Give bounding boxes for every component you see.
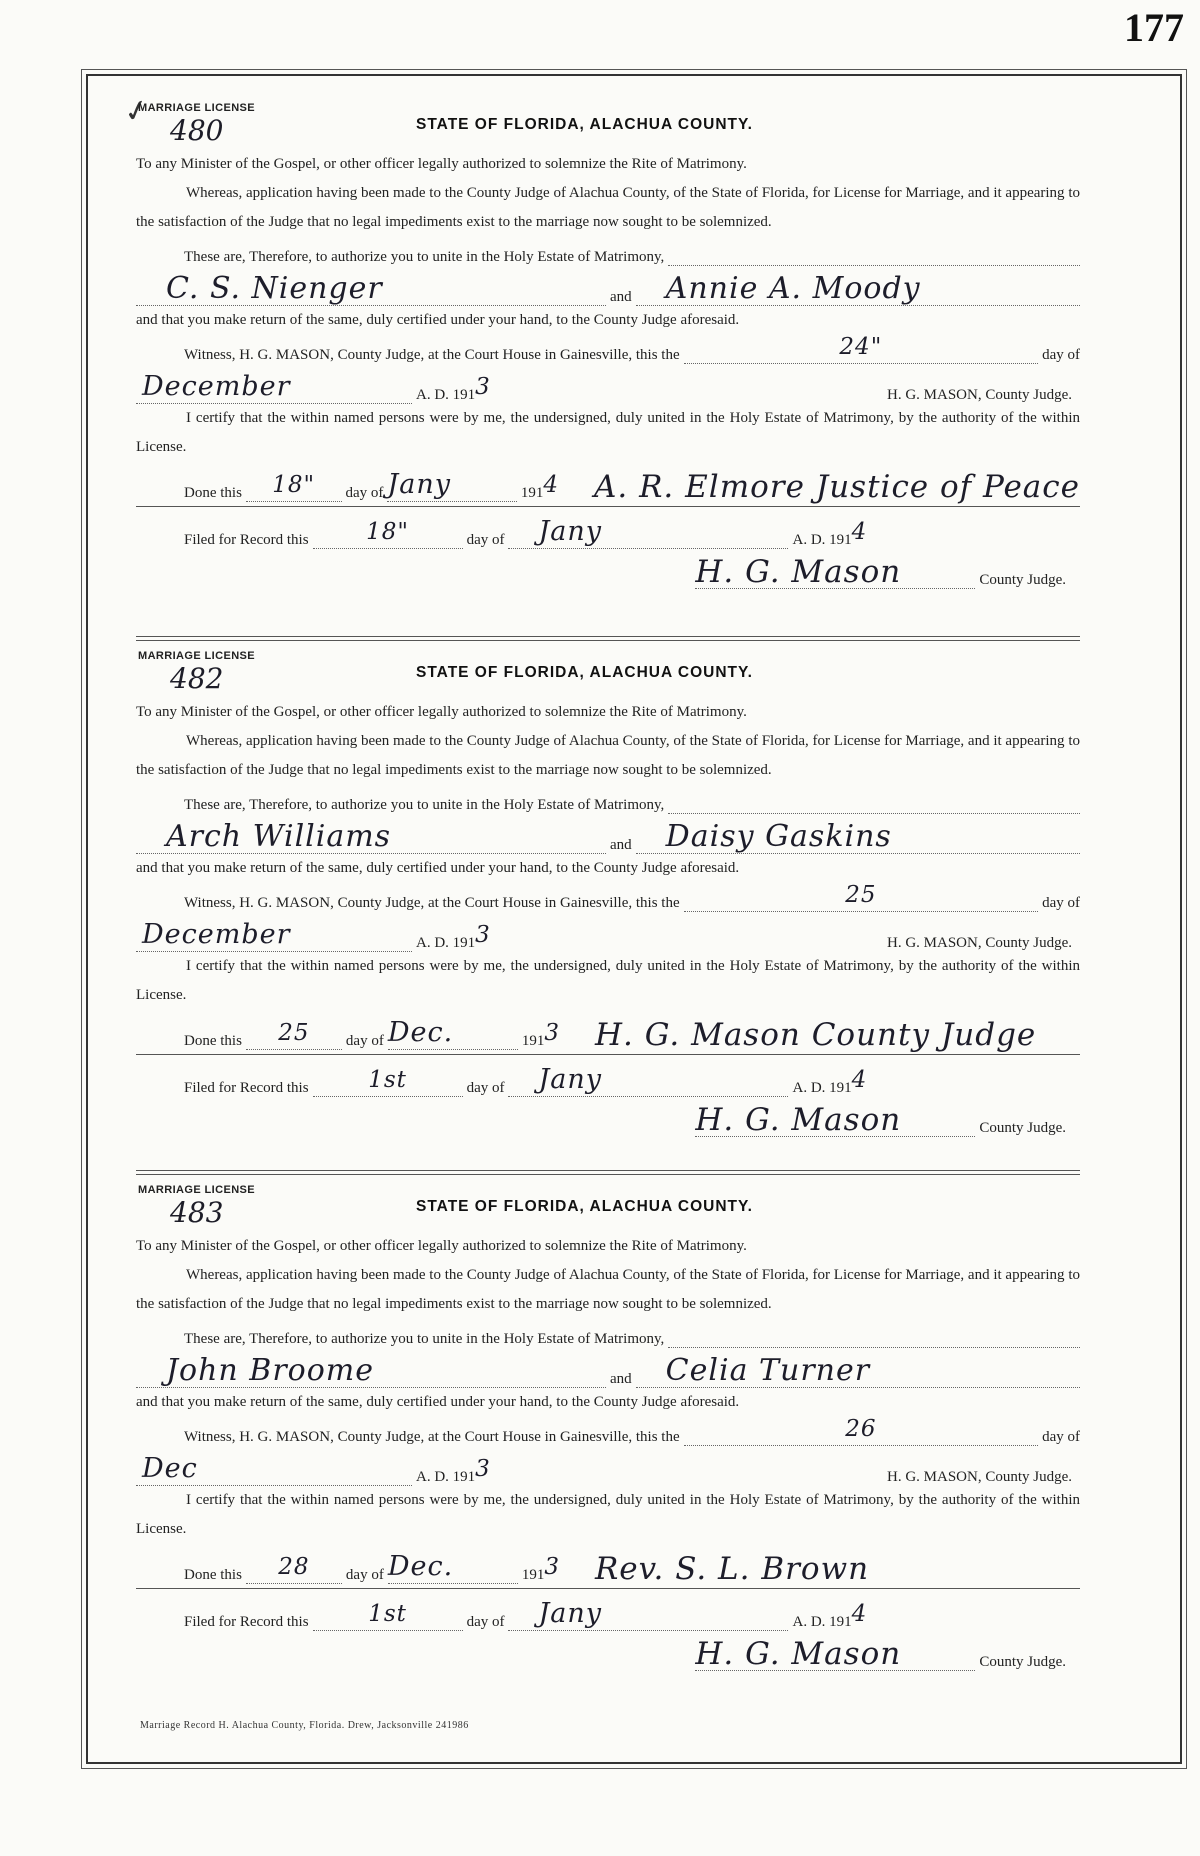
issue-month: December bbox=[142, 919, 291, 950]
done-day: 25 bbox=[278, 1020, 310, 1046]
certify-paragraph: I certify that the within named persons were by me, the undersigned, duly united in the Holy Estate of Matrimony, by the authority of the within License. bbox=[136, 1492, 1080, 1537]
license-482 bbox=[136, 650, 1080, 1137]
address-line: To any Minister of the Gospel, or other officer legally authorized to solemnize the Rite of Matrimony. bbox=[136, 1238, 747, 1254]
bride-name: Annie A. Moody bbox=[665, 271, 921, 306]
done-month-field bbox=[387, 470, 516, 502]
issue-date-line bbox=[136, 1446, 1080, 1486]
county-judge-text: County Judge. bbox=[979, 1120, 1066, 1136]
done-line bbox=[136, 1010, 1080, 1053]
done-month-field bbox=[388, 1018, 518, 1050]
issue-day-field bbox=[684, 1414, 1038, 1446]
filed-year-digit: 4 bbox=[851, 519, 867, 545]
issue-date-line bbox=[136, 912, 1080, 952]
bride-name-field bbox=[636, 819, 1080, 854]
done-day-field bbox=[246, 470, 342, 502]
done-day-field bbox=[246, 1552, 342, 1584]
filed-day-of-text: day of bbox=[466, 532, 505, 548]
clerk-signature-field bbox=[695, 1636, 975, 1672]
license-number: 482 bbox=[170, 662, 224, 695]
issue-day: 24" bbox=[839, 334, 883, 360]
done-month: Dec. bbox=[387, 1017, 454, 1048]
county-judge-text: County Judge. bbox=[979, 1654, 1066, 1670]
issue-day: 26 bbox=[845, 1416, 877, 1442]
done-year-prefix: 191 bbox=[521, 1567, 545, 1583]
witness-line bbox=[136, 335, 1080, 364]
done-month: Jany bbox=[387, 469, 451, 500]
return-line: and that you make return of the same, duly certified under your hand, to the County Judge aforesaid. bbox=[136, 312, 740, 328]
done-year-digit: 3 bbox=[544, 1020, 559, 1046]
filed-ad-text: A. D. 191 bbox=[792, 1614, 852, 1630]
officiant-signature: A. R. Elmore Justice of Peace bbox=[594, 469, 1080, 505]
filed-day: 18" bbox=[366, 519, 409, 545]
parties-line bbox=[136, 814, 1080, 854]
issue-year-digit: 3 bbox=[475, 1456, 490, 1482]
filed-text: Filed for Record this bbox=[184, 1614, 309, 1630]
section-rule bbox=[136, 1588, 1080, 1589]
license-label: MARRIAGE LICENSE bbox=[138, 102, 256, 114]
clerk-signature-field bbox=[695, 554, 975, 590]
check-mark-icon: ✓ bbox=[120, 92, 153, 131]
license-header bbox=[136, 102, 1080, 150]
day-of-text: day of bbox=[1042, 347, 1080, 363]
clerk-line bbox=[136, 1097, 1080, 1137]
issue-month: December bbox=[142, 371, 291, 402]
issue-month-field bbox=[136, 372, 412, 404]
clerk-signature-field bbox=[695, 1102, 975, 1138]
clerk-signature: H. G. Mason bbox=[695, 554, 902, 590]
and-text: and bbox=[610, 289, 632, 305]
bride-name-field bbox=[636, 271, 1080, 306]
clerk-signature: H. G. Mason bbox=[695, 1102, 902, 1138]
authorize-text: These are, Therefore, to authorize you to unite in the Holy Estate of Matrimony, bbox=[184, 797, 665, 813]
authorize-fill bbox=[668, 264, 1080, 266]
filed-month: Jany bbox=[538, 1598, 603, 1629]
done-line bbox=[136, 462, 1080, 505]
authorize-line bbox=[136, 785, 1080, 814]
authorize-fill bbox=[668, 812, 1080, 814]
filed-day-field bbox=[313, 517, 463, 549]
issue-day: 25 bbox=[845, 882, 877, 908]
return-line: and that you make return of the same, duly certified under your hand, to the County Judge aforesaid. bbox=[136, 860, 740, 876]
return-line: and that you make return of the same, duly certified under your hand, to the County Judge aforesaid. bbox=[136, 1394, 740, 1410]
judge-title: H. G. MASON, County Judge. bbox=[886, 935, 1072, 951]
done-day-of-text: day of bbox=[345, 485, 384, 501]
license-header bbox=[136, 650, 1080, 698]
filed-ad-text: A. D. 191 bbox=[792, 532, 852, 548]
done-year-prefix: 191 bbox=[520, 485, 544, 501]
done-day: 28 bbox=[278, 1554, 310, 1580]
done-day-field bbox=[246, 1018, 342, 1050]
day-of-text: day of bbox=[1042, 1429, 1080, 1445]
state-heading: STATE OF FLORIDA, ALACHUA COUNTY. bbox=[416, 1198, 753, 1215]
certify-paragraph: I certify that the within named persons were by me, the undersigned, duly united in the Holy Estate of Matrimony, by the authority of the within License. bbox=[136, 410, 1080, 455]
authorize-line bbox=[136, 1319, 1080, 1348]
groom-name-field bbox=[136, 819, 606, 854]
filed-line bbox=[136, 1591, 1080, 1631]
authorize-fill bbox=[668, 1346, 1080, 1348]
groom-name: John Broome bbox=[166, 1353, 374, 1388]
done-day-of-text: day of bbox=[345, 1033, 384, 1049]
filed-text: Filed for Record this bbox=[184, 532, 309, 548]
whereas-paragraph: Whereas, application having been made to the County Judge of Alachua County, of the State of Florida, for License for Marriage, and it appearing to the satisfaction of the Judge that no legal impediments exist to the marriage now sought to be solemnized. bbox=[136, 733, 1080, 778]
judge-title: H. G. MASON, County Judge. bbox=[886, 1469, 1072, 1485]
license-header bbox=[136, 1184, 1080, 1232]
clerk-line bbox=[136, 1631, 1080, 1671]
parties-line bbox=[136, 1348, 1080, 1388]
license-divider bbox=[136, 1170, 1080, 1175]
authorize-text: These are, Therefore, to authorize you to unite in the Holy Estate of Matrimony, bbox=[184, 249, 665, 265]
done-this-text: Done this bbox=[184, 485, 242, 501]
authorize-line bbox=[136, 237, 1080, 266]
license-number: 483 bbox=[170, 1196, 224, 1229]
filed-month-field bbox=[508, 1599, 788, 1631]
done-year-prefix: 191 bbox=[521, 1033, 545, 1049]
witness-text: Witness, H. G. MASON, County Judge, at the Court House in Gainesville, this the bbox=[184, 347, 680, 363]
officiant-signature: Rev. S. L. Brown bbox=[594, 1551, 870, 1587]
day-of-text: day of bbox=[1042, 895, 1080, 911]
bride-name: Celia Turner bbox=[665, 1353, 871, 1388]
license-label: MARRIAGE LICENSE bbox=[138, 1184, 256, 1196]
done-day-of-text: day of bbox=[345, 1567, 384, 1583]
done-month: Dec. bbox=[387, 1551, 454, 1582]
filed-day-field bbox=[313, 1599, 463, 1631]
address-line: To any Minister of the Gospel, or other officer legally authorized to solemnize the Rite of Matrimony. bbox=[136, 704, 747, 720]
filed-day: 1st bbox=[368, 1601, 407, 1627]
parties-line bbox=[136, 266, 1080, 306]
groom-name-field bbox=[136, 271, 606, 306]
witness-text: Witness, H. G. MASON, County Judge, at the Court House in Gainesville, this the bbox=[184, 1429, 680, 1445]
ad-text: A. D. 191 bbox=[416, 935, 476, 951]
done-this-text: Done this bbox=[184, 1033, 242, 1049]
clerk-signature: H. G. Mason bbox=[695, 1636, 902, 1672]
done-year-digit: 4 bbox=[543, 472, 558, 498]
filed-line bbox=[136, 1057, 1080, 1097]
address-line: To any Minister of the Gospel, or other officer legally authorized to solemnize the Rite of Matrimony. bbox=[136, 156, 747, 172]
issue-year-digit: 3 bbox=[475, 374, 490, 400]
license-number: 480 bbox=[170, 114, 224, 147]
filed-year-digit: 4 bbox=[851, 1067, 867, 1093]
section-rule bbox=[136, 1054, 1080, 1055]
witness-text: Witness, H. G. MASON, County Judge, at the Court House in Gainesville, this the bbox=[184, 895, 680, 911]
bride-name: Daisy Gaskins bbox=[665, 819, 892, 854]
page-number: 177 bbox=[1124, 5, 1184, 50]
filed-ad-text: A. D. 191 bbox=[792, 1080, 852, 1096]
filed-day-of-text: day of bbox=[466, 1080, 505, 1096]
filed-day-of-text: day of bbox=[466, 1614, 505, 1630]
done-line bbox=[136, 1544, 1080, 1587]
filed-month-field bbox=[508, 517, 788, 549]
ad-text: A. D. 191 bbox=[416, 1469, 476, 1485]
whereas-paragraph: Whereas, application having been made to the County Judge of Alachua County, of the State of Florida, for License for Marriage, and it appearing to the satisfaction of the Judge that no legal impediments exist to the marriage now sought to be solemnized. bbox=[136, 1267, 1080, 1312]
issue-month-field bbox=[136, 1454, 412, 1486]
groom-name: C. S. Nienger bbox=[166, 271, 383, 306]
done-this-text: Done this bbox=[184, 1567, 242, 1583]
ad-text: A. D. 191 bbox=[416, 387, 476, 403]
groom-name: Arch Williams bbox=[166, 819, 392, 854]
done-month-field bbox=[388, 1552, 518, 1584]
issue-day-field bbox=[684, 880, 1038, 912]
certify-paragraph: I certify that the within named persons were by me, the undersigned, duly united in the Holy Estate of Matrimony, by the authority of the within License. bbox=[136, 958, 1080, 1003]
filed-text: Filed for Record this bbox=[184, 1080, 309, 1096]
bride-name-field bbox=[636, 1353, 1080, 1388]
issue-month: Dec bbox=[142, 1453, 198, 1484]
issue-year-digit: 3 bbox=[475, 922, 490, 948]
whereas-paragraph: Whereas, application having been made to the County Judge of Alachua County, of the State of Florida, for License for Marriage, and it appearing to the satisfaction of the Judge that no legal impediments exist to the marriage now sought to be solemnized. bbox=[136, 185, 1080, 230]
license-label: MARRIAGE LICENSE bbox=[138, 650, 256, 662]
witness-line bbox=[136, 883, 1080, 912]
groom-name-field bbox=[136, 1353, 606, 1388]
form-footer: Marriage Record H. Alachua County, Florida. Drew, Jacksonville 241986 bbox=[140, 1720, 469, 1731]
state-heading: STATE OF FLORIDA, ALACHUA COUNTY. bbox=[416, 116, 753, 133]
section-rule bbox=[136, 506, 1080, 507]
filed-year-digit: 4 bbox=[851, 1601, 867, 1627]
and-text: and bbox=[610, 837, 632, 853]
license-480 bbox=[136, 102, 1080, 589]
license-483 bbox=[136, 1184, 1080, 1671]
done-year-digit: 3 bbox=[544, 1554, 559, 1580]
filed-day: 1st bbox=[368, 1067, 407, 1093]
issue-month-field bbox=[136, 920, 412, 952]
done-day: 18" bbox=[272, 472, 316, 498]
clerk-line bbox=[136, 549, 1080, 589]
judge-title: H. G. MASON, County Judge. bbox=[886, 387, 1072, 403]
issue-date-line bbox=[136, 364, 1080, 404]
county-judge-text: County Judge. bbox=[979, 572, 1066, 588]
officiant-signature: H. G. Mason County Judge bbox=[594, 1017, 1037, 1053]
filed-month: Jany bbox=[538, 516, 603, 547]
filed-day-field bbox=[313, 1065, 463, 1097]
issue-day-field bbox=[684, 332, 1038, 364]
license-divider bbox=[136, 636, 1080, 641]
authorize-text: These are, Therefore, to authorize you to unite in the Holy Estate of Matrimony, bbox=[184, 1331, 665, 1347]
state-heading: STATE OF FLORIDA, ALACHUA COUNTY. bbox=[416, 664, 753, 681]
and-text: and bbox=[610, 1371, 632, 1387]
filed-month: Jany bbox=[538, 1064, 603, 1095]
filed-month-field bbox=[508, 1065, 788, 1097]
witness-line bbox=[136, 1417, 1080, 1446]
filed-line bbox=[136, 509, 1080, 549]
